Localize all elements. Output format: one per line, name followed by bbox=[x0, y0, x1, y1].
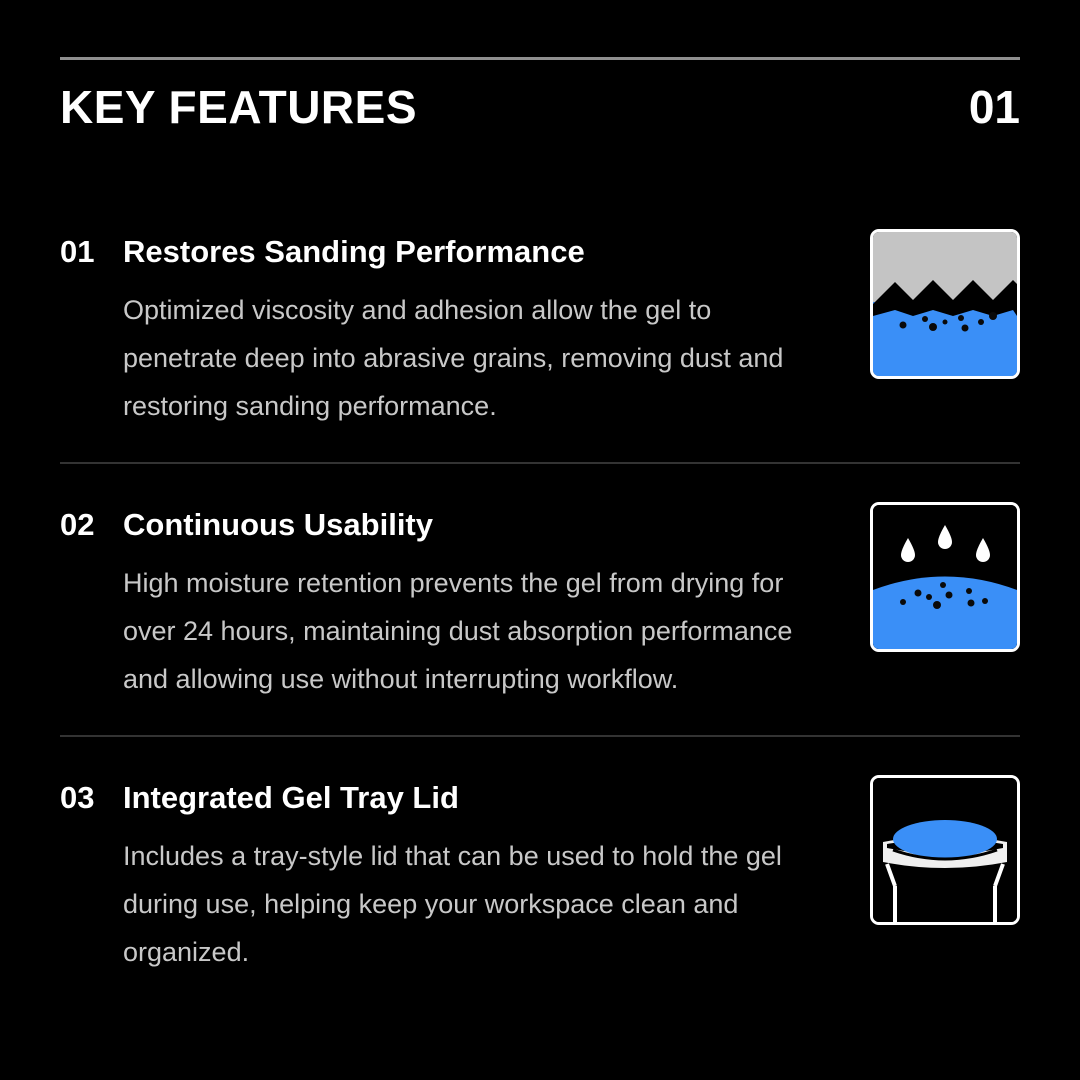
water-drops-gel-icon bbox=[870, 502, 1020, 652]
top-rule bbox=[60, 57, 1020, 60]
feature-title: Restores Sanding Performance bbox=[123, 234, 585, 269]
page-title: KEY FEATURES bbox=[60, 81, 418, 133]
page-number: 01 bbox=[968, 81, 1020, 133]
feature-description: Optimized viscosity and adhesion allow the gel to penetrate deep into abrasive grains, removing dust and restoring sanding performance. bbox=[123, 295, 784, 421]
feature-title: Continuous Usability bbox=[123, 507, 433, 542]
feature-title: Integrated Gel Tray Lid bbox=[123, 780, 459, 815]
section-divider bbox=[60, 735, 1020, 737]
feature-number: 03 bbox=[60, 780, 95, 815]
feature-description: Includes a tray-style lid that can be used to hold the gel during use, helping keep your workspace clean and organized. bbox=[123, 841, 782, 967]
gel-tray-lid-icon bbox=[870, 775, 1020, 925]
feature-number: 01 bbox=[60, 234, 95, 269]
sandpaper-gel-icon bbox=[870, 229, 1020, 379]
section-divider bbox=[60, 462, 1020, 464]
feature-number: 02 bbox=[60, 507, 95, 542]
feature-description: High moisture retention prevents the gel from drying for over 24 hours, maintaining dust absorption performance and allowing use without interrupting workflow. bbox=[123, 568, 793, 694]
